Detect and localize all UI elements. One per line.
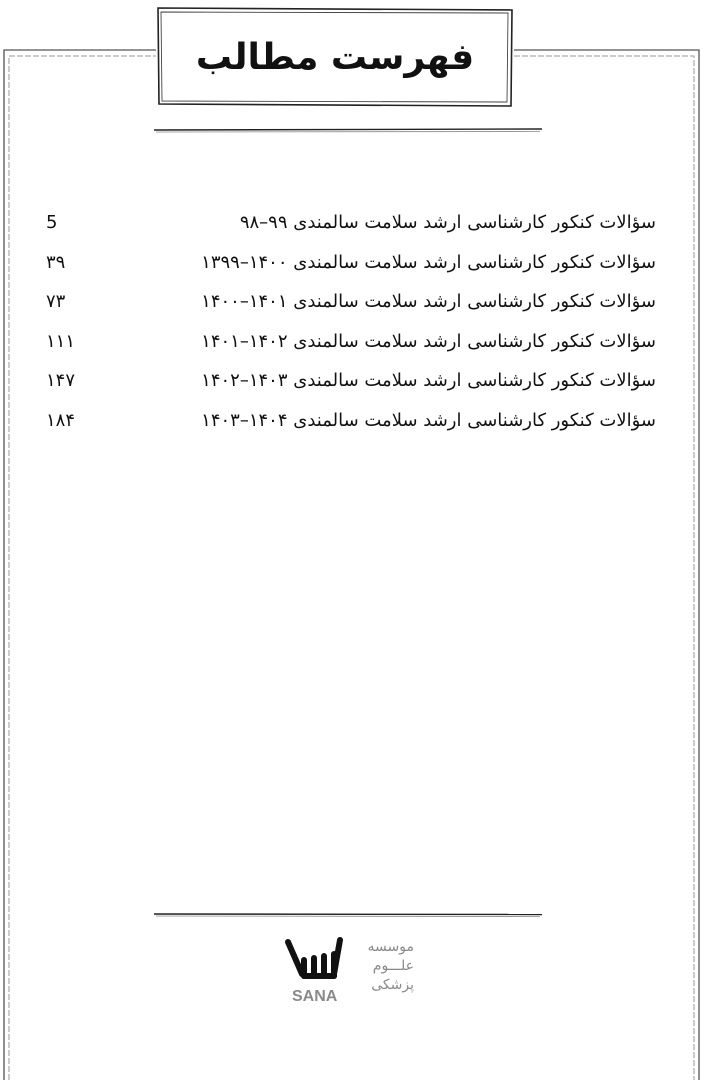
toc-entry-title: سؤالات کنکور کارشناسی ارشد سلامت سالمندی ۱۴۰۳–۱۴۰۲: [201, 370, 656, 391]
top-divider: [154, 127, 542, 133]
toc-entry-title: سؤالات کنکور کارشناسی ارشد سلامت سالمندی ۱۴۰۰–۱۳۹۹: [201, 251, 656, 273]
toc-row[interactable]: [40, 252, 660, 292]
toc-entry-title: سؤالات کنکور کارشناسی ارشد سلامت سالمندی ۱۴۰۱–۱۴۰۰: [201, 291, 656, 312]
toc-list: [40, 212, 660, 449]
publisher-name-line1: موسسه: [367, 939, 414, 955]
toc-row[interactable]: [40, 291, 660, 331]
toc-entry-page: 5: [46, 212, 58, 233]
page-title: فهرست مطالب: [195, 36, 475, 78]
toc-entry-page: ۱۴۷: [46, 370, 76, 391]
publisher-name: [338, 938, 414, 995]
toc-entry-title: سؤالات کنکور کارشناسی ارشد سلامت سالمندی ۹۹–۹۸: [239, 212, 656, 233]
toc-row[interactable]: [40, 212, 660, 252]
title-box: [156, 6, 514, 108]
toc-entry-page: ۱۸۴: [46, 409, 76, 431]
toc-entry-page: ۱۱۱: [46, 330, 76, 352]
toc-row[interactable]: [40, 370, 660, 410]
toc-entry-title: سؤالات کنکور کارشناسی ارشد سلامت سالمندی ۱۴۰۲–۱۴۰۱: [201, 330, 656, 352]
publisher-name-line2: علـــوم: [372, 958, 414, 974]
bottom-divider: [154, 911, 542, 917]
publisher-name-line3: پزشکی: [371, 977, 414, 993]
toc-row[interactable]: [40, 331, 660, 371]
toc-row[interactable]: [40, 410, 660, 450]
toc-entry-title: سؤالات کنکور کارشناسی ارشد سلامت سالمندی ۱۴۰۴–۱۴۰۳: [201, 409, 656, 431]
toc-entry-page: ۳۹: [46, 251, 66, 273]
toc-entry-page: ۷۳: [46, 291, 66, 312]
publisher-brand: SANA: [292, 988, 338, 1005]
